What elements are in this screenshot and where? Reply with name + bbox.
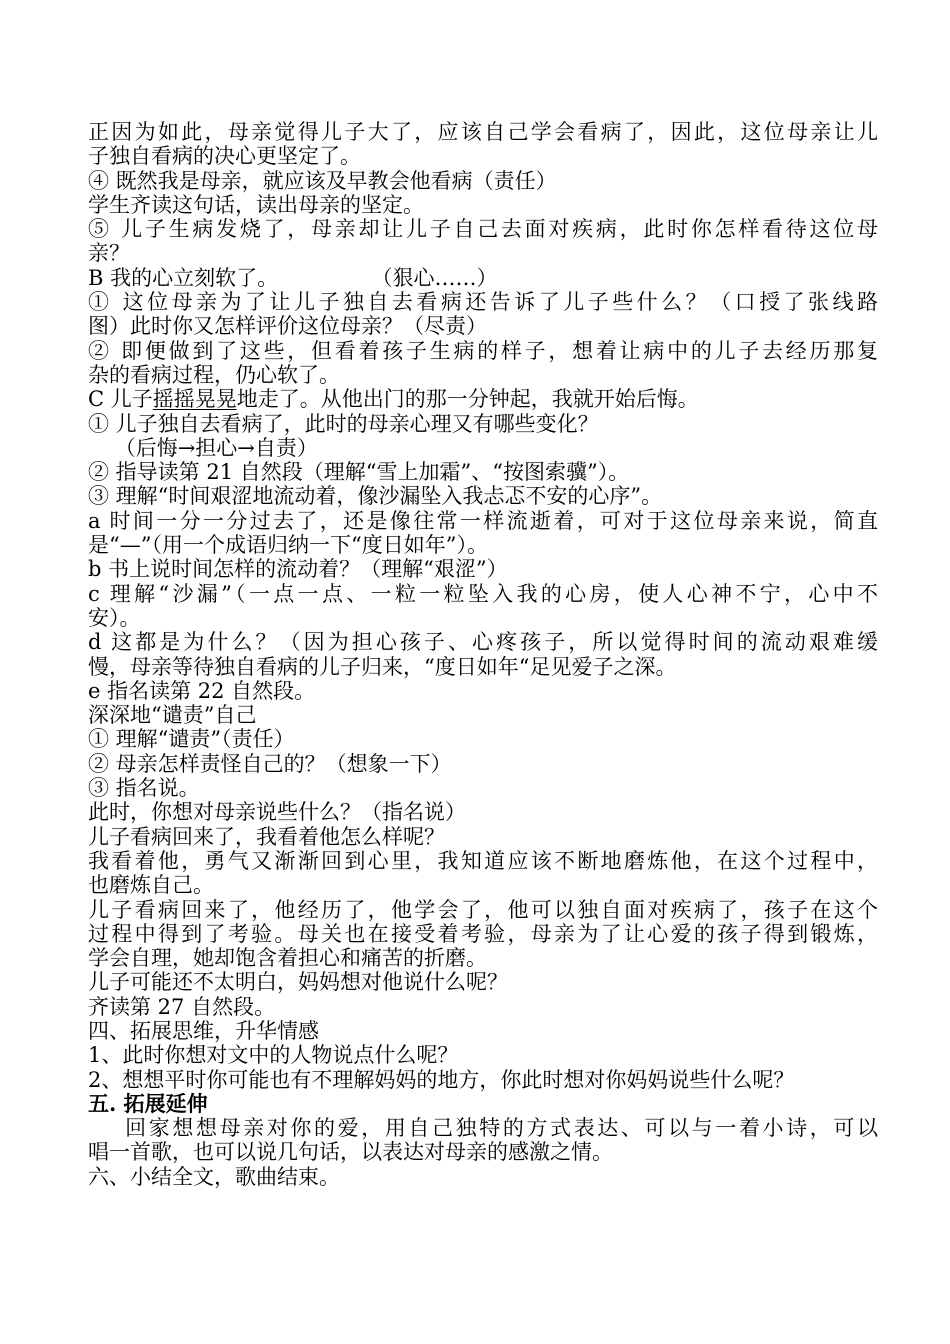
text-line: ⑤ 儿子生病发烧了，母亲却让儿子自己去面对疾病，此时你怎样看待这位母 xyxy=(88,217,878,242)
text-line: 深深地“谴责”自己 xyxy=(88,703,257,728)
text-line: 是“—”（用一个成语归纳一下“度日如年”）。 xyxy=(88,533,488,558)
text-line: b 书上说时间怎样的流动着？（理解“艰涩”） xyxy=(88,557,508,582)
text-line: ② 即便做到了这些，但看着孩子生病的样子，想着让病中的儿子去经历那复 xyxy=(88,338,878,363)
text-line: 2、想想平时你可能也有不理解妈妈的地方，你此时想对你妈妈说些什么呢？ xyxy=(88,1067,795,1092)
text-line: 正因为如此，母亲觉得儿子大了，应该自己学会看病了，因此，这位母亲让儿 xyxy=(88,120,878,144)
text-line: 安）。 xyxy=(88,605,141,630)
text-line: （后悔→担心→自责） xyxy=(88,435,318,460)
text-line: ③ 理解“时间艰涩地流动着，像沙漏坠入我忐忑不安的心序”。 xyxy=(88,484,663,509)
text-line: 齐读第 27 自然段。 xyxy=(88,994,276,1019)
text-line: 子独自看病的决心更坚定了。 xyxy=(88,144,361,169)
text-line: 儿子可能还不太明白，妈妈想对他说什么呢？ xyxy=(88,970,508,995)
text-line: e 指名读第 22 自然段。 xyxy=(88,678,316,703)
text-line: 唱一首歌，也可以说几句话，以表达对母亲的感激之情。 xyxy=(88,1140,613,1165)
text-line: 儿子看病回来了，他经历了，他学会了，他可以独自面对疾病了，孩子在这个 xyxy=(88,897,878,922)
text-line: a 时间一分一分过去了，还是像往常一样流逝着，可对于这位母亲来说，简直 xyxy=(88,508,878,533)
text-line: 六、小结全文，歌曲结束。 xyxy=(88,1164,340,1189)
text-line: 亲？ xyxy=(88,241,130,266)
underlined-phrase: 摇摇晃晃 xyxy=(152,387,237,412)
text-line: B 我的心立刻软了。 （狠心……） xyxy=(88,265,498,290)
text-line: d 这都是为什么？（因为担心孩子、心疼孩子，所以觉得时间的流动艰难缓 xyxy=(88,630,878,655)
text-line: 过程中得到了考验。母关也在接受着考验，母亲为了让心爱的孩子得到锻炼， xyxy=(88,921,878,946)
text-line: ① 儿子独自去看病了，此时的母亲心理又有哪些变化？ xyxy=(88,411,599,436)
text-line: 我看着他，勇气又渐渐回到心里，我知道应该不断地磨炼他，在这个过程中， xyxy=(88,848,878,873)
text-line: 儿子看病回来了，我看着他怎么样呢？ xyxy=(88,824,445,849)
text-line: 杂的看病过程，仍心软了。 xyxy=(88,362,340,387)
text-line: 五. 拓展延伸 xyxy=(88,1090,208,1116)
text-line: 也磨炼自己。 xyxy=(88,873,214,898)
text-line: ④ 既然我是母亲，就应该及早教会他看病（责任） xyxy=(88,168,557,193)
text-line: ① 理解“谴责”（责任） xyxy=(88,727,295,752)
text-line: 学生齐读这句话，读出母亲的坚定。 xyxy=(88,192,424,217)
text-line: 四、拓展思维，升华情感 xyxy=(88,1018,319,1043)
text-line: 1、此时你想对文中的人物说点什么呢？ xyxy=(88,1043,459,1068)
document-page xyxy=(88,120,878,1189)
text-line: 慢，母亲等待独自看病的儿子归来，“度日如年“足见爱子之深。 xyxy=(88,654,677,679)
text-line: C 儿子摇摇晃晃地走了。从他出门的那一分钟起，我就开始后悔。 xyxy=(88,387,699,412)
text-line: ② 指导读第 21 自然段（理解“雪上加霜”、“按图索骥”）。 xyxy=(88,460,630,485)
text-line: 图）此时你又怎样评价这位母亲？（尽责） xyxy=(88,314,487,339)
text-line: ② 母亲怎样责怪自己的？（想象一下） xyxy=(88,751,452,776)
text-line: 学会自理，她却饱含着担心和痛苦的折磨。 xyxy=(88,946,487,971)
text-line: 回家想想母亲对你的爱，用自己独特的方式表达、可以与一着小诗，可以 xyxy=(88,1116,878,1141)
text-line: 此时，你想对母亲说些什么？（指名说） xyxy=(88,800,466,825)
text-line: ③ 指名说。 xyxy=(88,776,200,801)
text-line: c 理解“沙漏”（一点一点、一粒一粒坠入我的心房，使人心神不宁，心中不 xyxy=(88,581,878,606)
text-line: ① 这位母亲为了让儿子独自去看病还告诉了儿子些什么？（口授了张线路 xyxy=(88,290,878,315)
